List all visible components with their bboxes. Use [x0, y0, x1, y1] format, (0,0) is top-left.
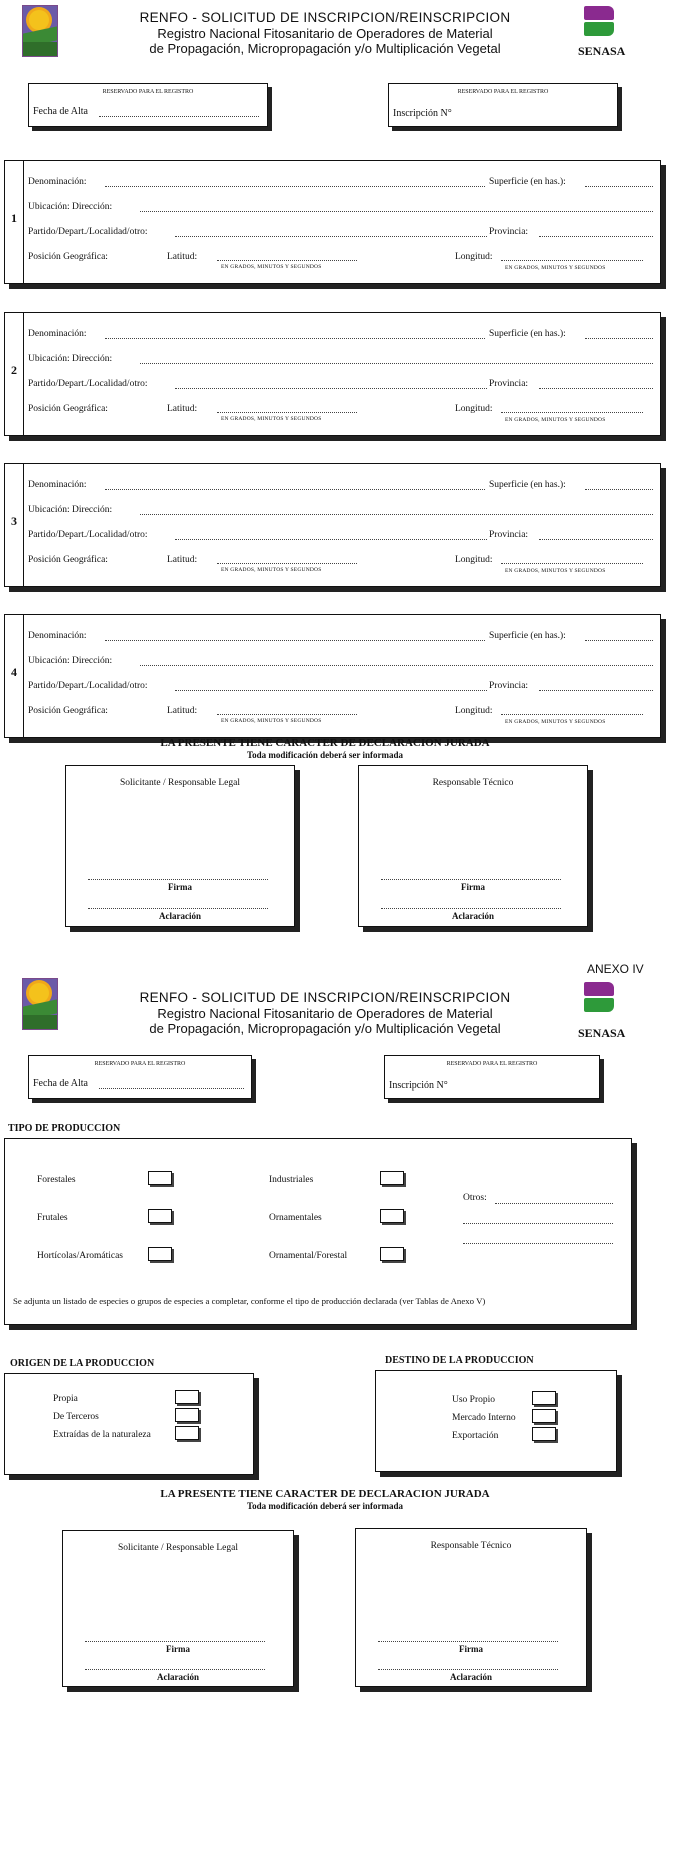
inscripcion-label: Inscripción N°: [393, 108, 452, 119]
longitud-hint: EN GRADOS, MINUTOS Y SEGUNDOS: [505, 719, 606, 725]
longitud-label: Longitud:: [455, 555, 493, 565]
ornamental-forestal-label: Ornamental/Forestal: [269, 1251, 348, 1261]
ubicacion-label: Ubicación: Dirección:: [28, 202, 113, 212]
reserved-label: RESERVADO PARA EL REGISTRO: [94, 1061, 186, 1067]
partido-field[interactable]: [175, 539, 487, 540]
provincia-field[interactable]: [539, 388, 653, 389]
superficie-field[interactable]: [585, 186, 653, 187]
aclaracion-label: Aclaración: [450, 1672, 492, 1682]
block-number-column: [5, 464, 24, 586]
provincia-field[interactable]: [539, 539, 653, 540]
firma-label: Firma: [461, 882, 485, 892]
longitud-label: Longitud:: [455, 252, 493, 262]
superficie-label: Superficie (en has.):: [489, 329, 566, 339]
denominacion-label: Denominación:: [28, 480, 87, 490]
longitud-label: Longitud:: [455, 706, 493, 716]
superficie-field[interactable]: [585, 640, 653, 641]
aclaracion-field[interactable]: [381, 908, 561, 909]
destination-title: DESTINO DE LA PRODUCCION: [385, 1355, 534, 1366]
senasa-label: SENASA: [578, 44, 626, 58]
firma-label: Firma: [166, 1644, 190, 1654]
horticolas-label: Hortícolas/Aromáticas: [37, 1251, 124, 1261]
ubicacion-field[interactable]: [140, 211, 653, 212]
annex-label: ANEXO IV: [587, 962, 644, 976]
tecnico-label: Responsable Técnico: [432, 778, 514, 788]
destination-item-exportacion: Exportación: [452, 1431, 499, 1441]
block-number: 2: [11, 363, 17, 377]
registry-box-fecha: [28, 1055, 252, 1099]
registry-box-inscripcion: [384, 1055, 600, 1099]
provincia-field[interactable]: [539, 690, 653, 691]
aclaracion-label: Aclaración: [452, 911, 494, 921]
ornamentales-checkbox[interactable]: [380, 1209, 404, 1223]
provincia-label: Provincia:: [489, 681, 529, 691]
frutales-checkbox[interactable]: [148, 1209, 172, 1223]
destination-box: [375, 1370, 617, 1472]
senasa-logo-icon: [584, 6, 614, 20]
longitud-label: Longitud:: [455, 404, 493, 414]
denominacion-field[interactable]: [105, 489, 485, 490]
uso-propio-checkbox[interactable]: [532, 1391, 556, 1405]
page-subtitle-2: de Propagación, Micropropagación y/o Multiplicación Vegetal: [149, 41, 501, 56]
exportacion-checkbox[interactable]: [532, 1427, 556, 1441]
terceros-checkbox[interactable]: [175, 1408, 199, 1422]
block-number-column: [5, 161, 24, 283]
location-block: [4, 312, 661, 436]
firma-field[interactable]: [381, 879, 561, 880]
page-title: RENFO - SOLICITUD DE INSCRIPCION/REINSCRIPCION: [139, 990, 511, 1005]
location-block: [4, 463, 661, 587]
denominacion-label: Denominación:: [28, 177, 87, 187]
industriales-checkbox[interactable]: [380, 1171, 404, 1185]
signature-box-tecnico: [358, 765, 588, 927]
partido-label: Partido/Depart./Localidad/otro:: [28, 227, 148, 237]
ubicacion-label: Ubicación: Dirección:: [28, 354, 113, 364]
provincia-label: Provincia:: [489, 530, 529, 540]
ubicacion-field[interactable]: [140, 514, 653, 515]
longitud-field[interactable]: [501, 714, 643, 715]
firma-field[interactable]: [85, 1641, 265, 1642]
otros-field-3[interactable]: [463, 1243, 613, 1244]
fecha-alta-label: Fecha de Alta: [33, 106, 88, 117]
block-number-column: [5, 313, 24, 435]
denominacion-label: Denominación:: [28, 631, 87, 641]
latitud-label: Latitud:: [167, 555, 198, 565]
solicitante-label: Solicitante / Responsable Legal: [119, 778, 241, 788]
ornamentales-label: Ornamentales: [269, 1213, 322, 1223]
aclaracion-label: Aclaración: [157, 1672, 199, 1682]
provincia-label: Provincia:: [489, 227, 529, 237]
propia-checkbox[interactable]: [175, 1390, 199, 1404]
aclaracion-field[interactable]: [378, 1669, 558, 1670]
longitud-hint: EN GRADOS, MINUTOS Y SEGUNDOS: [505, 265, 606, 271]
forestales-label: Forestales: [37, 1175, 76, 1185]
destination-item-mercado: Mercado Interno: [452, 1413, 516, 1423]
senasa-logo-icon: [584, 982, 614, 996]
longitud-field[interactable]: [501, 563, 643, 564]
latitud-field[interactable]: [217, 563, 357, 564]
signature-box-solicitante: [65, 765, 295, 927]
production-note: Se adjunta un listado de especies o grupos de especies a completar, conforme el tipo de producción declarada (ver Tablas de Anexo V): [13, 1296, 486, 1306]
production-title: TIPO DE PRODUCCION: [8, 1123, 121, 1134]
reserved-label: RESERVADO PARA EL REGISTRO: [457, 89, 549, 95]
ubicacion-field[interactable]: [140, 363, 653, 364]
institution-logo: [22, 5, 58, 57]
otros-label: Otros:: [463, 1193, 487, 1203]
posicion-label: Posición Geográfica:: [28, 706, 108, 716]
partido-field[interactable]: [175, 236, 487, 237]
origin-box: [4, 1373, 254, 1475]
signature-box-tecnico: [355, 1528, 587, 1687]
production-box: [4, 1138, 632, 1325]
sun-icon: [29, 10, 49, 30]
latitud-label: Latitud:: [167, 252, 198, 262]
declaration-title: LA PRESENTE TIENE CARACTER DE DECLARACION JURADA: [160, 1488, 490, 1500]
destination-item-uso-propio: Uso Propio: [452, 1395, 496, 1405]
ubicacion-label: Ubicación: Dirección:: [28, 505, 113, 515]
latitud-hint: EN GRADOS, MINUTOS Y SEGUNDOS: [221, 567, 322, 573]
firma-label: Firma: [459, 1644, 483, 1654]
inscripcion-label: Inscripción N°: [389, 1080, 448, 1091]
reserved-label: RESERVADO PARA EL REGISTRO: [446, 1061, 538, 1067]
fecha-alta-field[interactable]: [99, 116, 259, 117]
location-block: [4, 614, 661, 738]
longitud-hint: EN GRADOS, MINUTOS Y SEGUNDOS: [505, 417, 606, 423]
provincia-label: Provincia:: [489, 379, 529, 389]
origin-item-propia: Propia: [53, 1394, 78, 1404]
otros-field[interactable]: [495, 1203, 613, 1204]
institution-logo: [22, 978, 58, 1030]
sun-icon: [29, 983, 49, 1003]
senasa-logo-icon: [584, 22, 614, 36]
superficie-field[interactable]: [585, 489, 653, 490]
fecha-alta-label: Fecha de Alta: [33, 1078, 88, 1089]
provincia-field[interactable]: [539, 236, 653, 237]
origin-title: ORIGEN DE LA PRODUCCION: [10, 1358, 155, 1369]
page-subtitle-1: Registro Nacional Fitosanitario de Operadores de Material: [157, 1006, 493, 1021]
frutales-label: Frutales: [37, 1213, 68, 1223]
page-subtitle-1: Registro Nacional Fitosanitario de Operadores de Material: [157, 26, 493, 41]
declaration-subtitle: Toda modificación deberá ser informada: [246, 1501, 403, 1511]
latitud-label: Latitud:: [167, 706, 198, 716]
longitud-field[interactable]: [501, 412, 643, 413]
origin-item-naturaleza: Extraídas de la naturaleza: [53, 1430, 151, 1440]
block-number: 4: [11, 665, 17, 679]
latitud-field[interactable]: [217, 260, 357, 261]
declaration-subtitle: Toda modificación deberá ser informada: [246, 750, 403, 760]
denominacion-field[interactable]: [105, 338, 485, 339]
block-number-column: [5, 615, 24, 737]
latitud-hint: EN GRADOS, MINUTOS Y SEGUNDOS: [221, 264, 322, 270]
naturaleza-checkbox[interactable]: [175, 1426, 199, 1440]
partido-label: Partido/Depart./Localidad/otro:: [28, 530, 148, 540]
fecha-alta-field[interactable]: [99, 1088, 244, 1089]
location-block: [4, 160, 661, 284]
aclaracion-label: Aclaración: [159, 911, 201, 921]
block-number: 1: [11, 211, 17, 225]
aclaracion-field[interactable]: [85, 1669, 265, 1670]
senasa-logo-icon: [584, 998, 614, 1012]
posicion-label: Posición Geográfica:: [28, 404, 108, 414]
declaration-title: LA PRESENTE TIENE CARACTER DE DECLARACION JURADA: [160, 737, 490, 749]
partido-label: Partido/Depart./Localidad/otro:: [28, 379, 148, 389]
page-subtitle-2: de Propagación, Micropropagación y/o Multiplicación Vegetal: [149, 1021, 501, 1036]
posicion-label: Posición Geográfica:: [28, 555, 108, 565]
ornamental-forestal-checkbox[interactable]: [380, 1247, 404, 1261]
longitud-hint: EN GRADOS, MINUTOS Y SEGUNDOS: [505, 568, 606, 574]
latitud-hint: EN GRADOS, MINUTOS Y SEGUNDOS: [221, 416, 322, 422]
posicion-label: Posición Geográfica:: [28, 252, 108, 262]
latitud-label: Latitud:: [167, 404, 198, 414]
aclaracion-field[interactable]: [88, 908, 268, 909]
partido-label: Partido/Depart./Localidad/otro:: [28, 681, 148, 691]
latitud-field[interactable]: [217, 714, 357, 715]
senasa-label: SENASA: [578, 1026, 626, 1040]
block-number: 3: [11, 514, 17, 528]
firma-label: Firma: [168, 882, 192, 892]
origin-item-terceros: De Terceros: [53, 1412, 99, 1422]
superficie-label: Superficie (en has.):: [489, 480, 566, 490]
horticolas-checkbox[interactable]: [148, 1247, 172, 1261]
partido-field[interactable]: [175, 690, 487, 691]
forestales-checkbox[interactable]: [148, 1171, 172, 1185]
superficie-label: Superficie (en has.):: [489, 177, 566, 187]
latitud-hint: EN GRADOS, MINUTOS Y SEGUNDOS: [221, 718, 322, 724]
page-title: RENFO - SOLICITUD DE INSCRIPCION/REINSCRIPCION: [139, 10, 511, 25]
longitud-field[interactable]: [501, 260, 643, 261]
mercado-checkbox[interactable]: [532, 1409, 556, 1423]
solicitante-label: Solicitante / Responsable Legal: [117, 1543, 239, 1553]
denominacion-field[interactable]: [105, 186, 485, 187]
firma-field[interactable]: [378, 1641, 558, 1642]
firma-field[interactable]: [88, 879, 268, 880]
signature-box-solicitante: [62, 1530, 294, 1687]
tecnico-label: Responsable Técnico: [430, 1541, 512, 1551]
otros-field-2[interactable]: [463, 1223, 613, 1224]
registry-box-inscripcion: [388, 83, 618, 127]
ubicacion-label: Ubicación: Dirección:: [28, 656, 113, 666]
denominacion-label: Denominación:: [28, 329, 87, 339]
ubicacion-field[interactable]: [140, 665, 653, 666]
superficie-label: Superficie (en has.):: [489, 631, 566, 641]
latitud-field[interactable]: [217, 412, 357, 413]
registry-box-fecha: [28, 83, 268, 127]
superficie-field[interactable]: [585, 338, 653, 339]
partido-field[interactable]: [175, 388, 487, 389]
reserved-label: RESERVADO PARA EL REGISTRO: [102, 89, 194, 95]
denominacion-field[interactable]: [105, 640, 485, 641]
industriales-label: Industriales: [269, 1175, 314, 1185]
